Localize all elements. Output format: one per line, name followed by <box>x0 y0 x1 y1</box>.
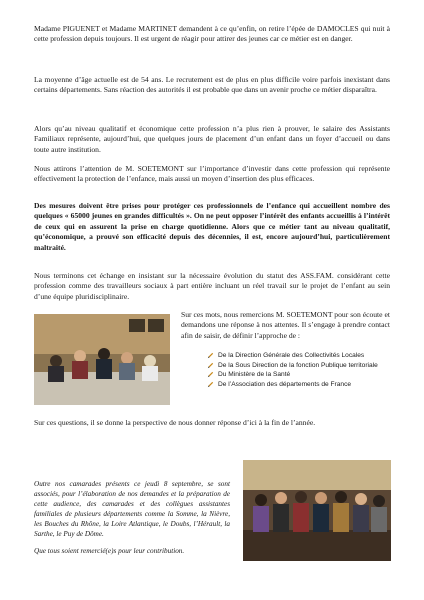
pencil-bullet-icon <box>207 352 214 359</box>
list-item-text: De l’Association des départements de France <box>218 380 352 388</box>
group-photo <box>243 460 391 561</box>
pencil-bullet-icon <box>207 381 214 388</box>
contact-list <box>207 351 397 389</box>
paragraph-1: Madame PIGUENET et Madame MARTINET demandent à ce qu’enfin, on retire l’épée de DAMOCLES qui nuit à cette profession depuis toujours. Il est urgent de réagir pour attirer des jeunes car ce métier est en danger. <box>34 24 390 44</box>
list-item <box>207 380 397 390</box>
paragraph-6: Nous terminons cet échange en insistant sur la nécessaire évolution du statut des ASS.FAM. considérant cette profession comme des travailleurs sociaux à part entière incluant un réel travail sur le projet de l’enfant au sein d’une équipe pluridisciplinaire. <box>34 271 390 301</box>
paragraph-7: Sur ces mots, nous remercions M. SOETEMONT pour son écoute et demandons une réponse à nos attentes. Il s’engage à prendre contact afin de saisir, de définir l’approche de : <box>181 310 390 340</box>
paragraph-2: La moyenne d’âge actuelle est de 54 ans. Le recrutement est de plus en plus difficile voire parfois inexistant dans certains départements. Sans réaction des autorités il est probable que dans un avenir proche ce métier disparaîtra. <box>34 75 390 95</box>
paragraph-5-bold: Des mesures doivent être prises pour protéger ces professionnels de l’enfance qui accueillent nombre des quelques « 65000 jeunes en grandes difficultés ». On ne peut opposer l’intérêt des enfants accueillis à l’intérêt de ceux qui en assurent la prise en charge quotidienne. Alors que ce métier tant au niveau qualitatif, qu’économique, a prouvé son efficacité depuis des décennies, il est, encore aujourd’hui, particulièrement maltraité. <box>34 201 390 252</box>
pencil-bullet-icon <box>207 362 214 369</box>
paragraph-4: Nous attirons l’attention de M. SOETEMONT sur l’importance d’investir dans cette profession qui représente effectivement la protection de l’enfance, mais aussi un moyen d’insertion des plus efficaces. <box>34 164 390 184</box>
pencil-bullet-icon <box>207 371 214 378</box>
meeting-photo <box>34 314 170 405</box>
list-item-text: De la Sous Direction de la fonction Publique territoriale <box>218 361 378 369</box>
paragraph-3: Alors qu’au niveau qualitatif et économique cette profession n’a plus rien à prouver, le salaire des Assistants Familiaux représente, aujourd’hui, que quelques jours de placement d’un enfant dans un foyer d’accueil ou dans toute autre institution. <box>34 124 390 154</box>
list-item-text: Du Ministère de la Santé <box>218 371 291 379</box>
list-item <box>207 361 397 371</box>
list-item-text: De la Direction Générale des Collectivités Locales <box>218 352 365 359</box>
paragraph-8: Sur ces questions, il se donne la perspective de nous donner réponse d’ici à la fin de l’année. <box>34 418 316 427</box>
contributors-note: Outre nos camarades présents ce jeudi 8 septembre, se sont associés, pour l’élaboration de nos demandes et la préparation de cette audience, des camarades et des collègues assistantes familiales de plusieurs départements comme la Somme, la Nièvre, les Bouches du Rhône, la Loire Atlantique, le Doubs, l’Hérault, la Sarthe, le Puy de Dôme. <box>34 480 230 538</box>
thanks-note: Que tous soient remercié(e)s pour leur contribution. <box>34 547 185 555</box>
list-item <box>207 351 397 361</box>
list-item <box>207 370 397 380</box>
